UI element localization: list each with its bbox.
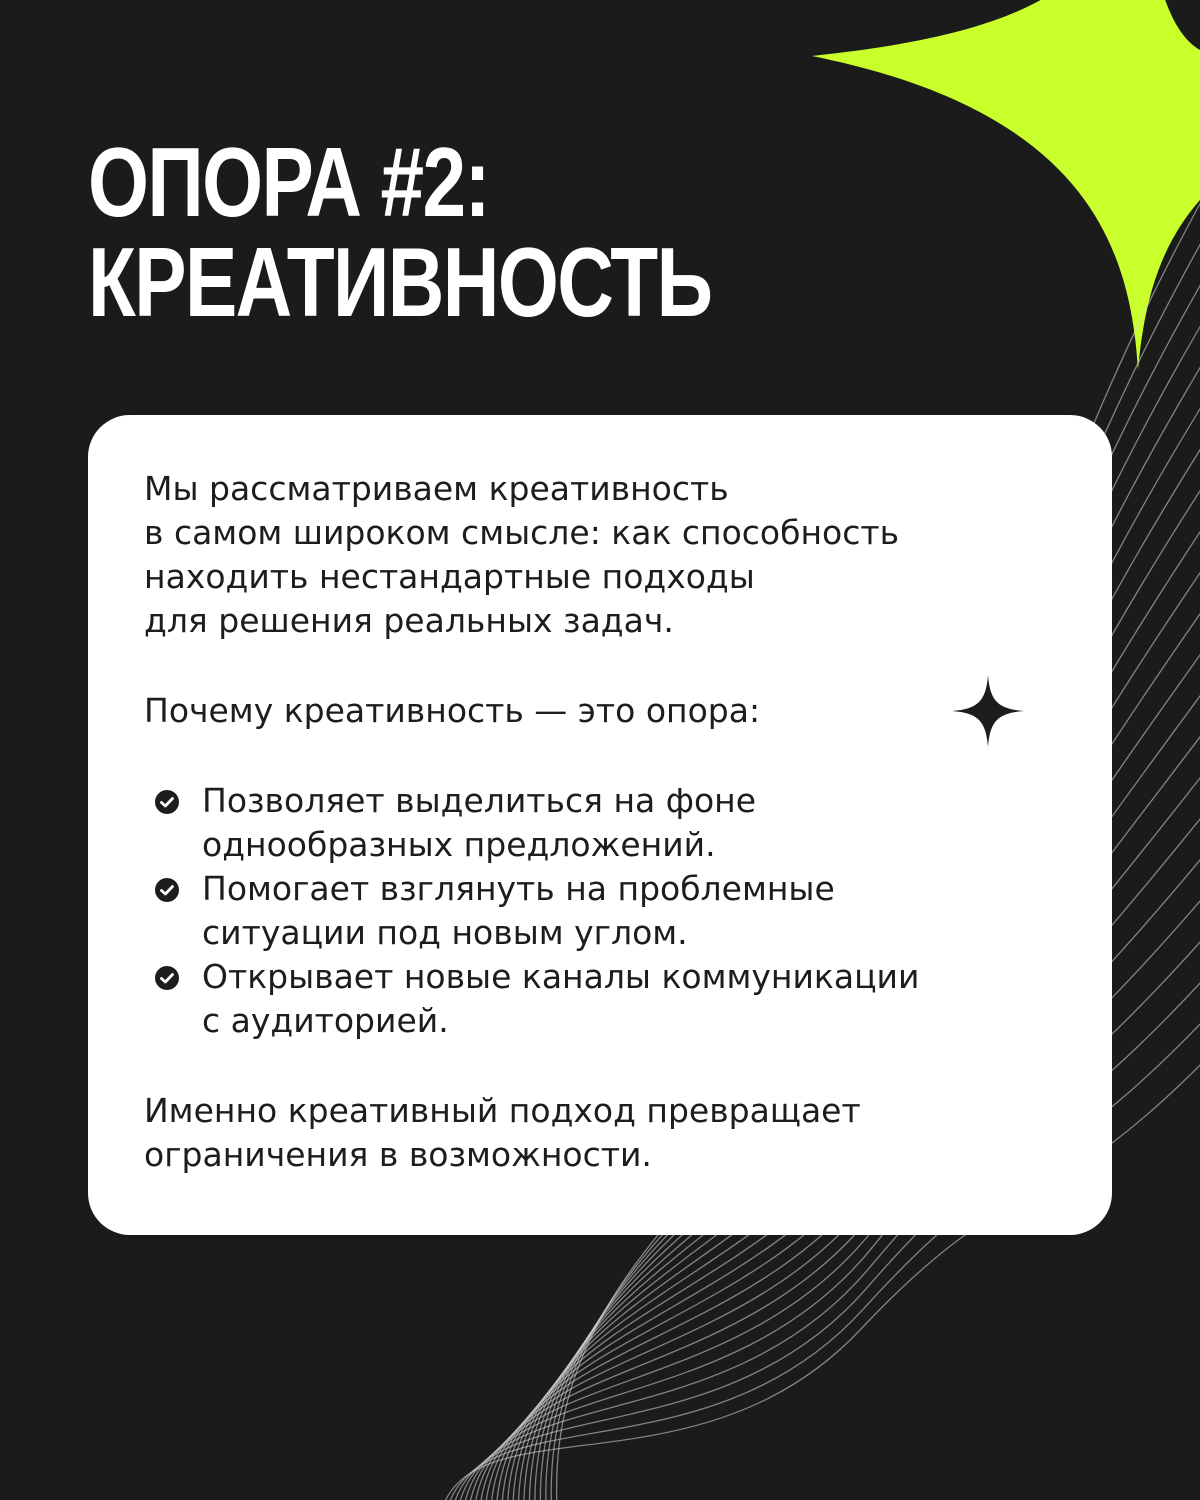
headline-line-1: ОПОРА #2: <box>88 127 490 237</box>
content-card <box>88 415 1112 1235</box>
bullet-text-line: однообразных предложений. <box>202 825 716 864</box>
check-circle-icon <box>154 789 180 815</box>
intro-line: находить нестандартные подходы <box>144 557 755 596</box>
slide-headline <box>88 127 712 337</box>
intro-paragraph <box>144 467 1064 643</box>
conclusion-line: ограничения в возможности. <box>144 1135 652 1174</box>
list-item <box>154 955 919 1043</box>
bullet-text-line: с аудиторией. <box>202 1001 449 1040</box>
conclusion-line: Именно креативный подход превращает <box>144 1091 861 1130</box>
bullet-list <box>154 779 919 1043</box>
conclusion-paragraph <box>144 1089 861 1177</box>
four-point-star-icon <box>952 675 1024 747</box>
check-circle-icon <box>154 965 180 991</box>
bullet-text-line: ситуации под новым углом. <box>202 913 688 952</box>
accent-star-shape <box>812 0 1200 370</box>
bullet-text-line: Открывает новые каналы коммуникации <box>202 957 920 996</box>
headline-line-2: КРЕАТИВНОСТЬ <box>88 227 712 337</box>
list-item <box>154 867 919 955</box>
intro-line: для решения реальных задач. <box>144 601 674 640</box>
bullet-text-line: Помогает взглянуть на проблемные <box>202 869 835 908</box>
intro-line: в самом широком смысле: как способность <box>144 513 900 552</box>
intro-line: Мы рассматриваем креативность <box>144 469 729 508</box>
list-item <box>154 779 919 867</box>
check-circle-icon <box>154 877 180 903</box>
bullet-text-line: Позволяет выделиться на фоне <box>202 781 757 820</box>
question-heading: Почему креативность — это опора: <box>144 691 761 730</box>
